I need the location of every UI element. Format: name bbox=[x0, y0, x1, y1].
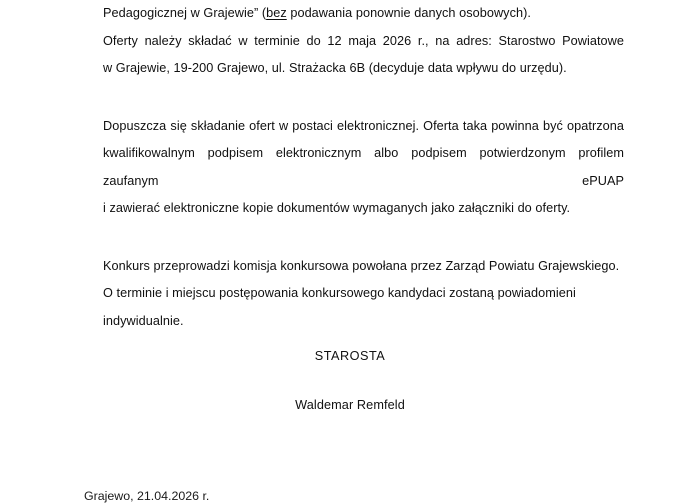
paragraph-committee-info bbox=[103, 253, 624, 336]
document-body bbox=[103, 0, 624, 335]
paragraph-spacer bbox=[103, 223, 624, 253]
text-line: Dopuszcza się składanie ofert w postaci elektronicznej. Oferta taka powinna być opatrzona bbox=[103, 118, 624, 133]
signature-role: STAROSTA bbox=[314, 349, 386, 363]
paragraph-electronic-offer bbox=[103, 113, 624, 223]
text-line: Konkurs przeprowadzi komisja konkursowa powołana przez Zarząd Powiatu Grajewskiego. bbox=[103, 258, 620, 273]
paragraph-offer-submission bbox=[103, 0, 624, 83]
text-line: O terminie i miejscu postępowania konkursowego kandydaci zostaną powiadomieni indywidualnie. bbox=[103, 286, 576, 328]
paragraph-spacer bbox=[103, 83, 624, 113]
text-run-underlined: bez bbox=[266, 6, 287, 20]
text-line: Oferty należy składać w terminie do 12 maja 2026 r., na adres: Starostwo Powiatowe bbox=[103, 33, 624, 48]
text-line: kwalifikowalnym podpisem elektronicznym albo podpisem potwierdzonym profilem zaufanym ePUAP bbox=[103, 146, 624, 188]
text-line bbox=[103, 0, 624, 28]
text-run: Pedagogicznej w Grajewie” ( bbox=[103, 6, 267, 20]
footer-date-line: Grajewo, 21.04.2026 r. bbox=[84, 489, 210, 503]
signature-name: Waldemar Remfeld bbox=[295, 398, 405, 412]
text-line: i zawierać elektroniczne kopie dokumentów wymaganych jako załączniki do oferty. bbox=[103, 201, 571, 215]
text-line: w Grajewie, 19-200 Grajewo, ul. Strażacka 6B (decyduje data wpływu do urzędu). bbox=[103, 61, 567, 75]
text-run: podawania ponownie danych osobowych). bbox=[286, 6, 531, 20]
